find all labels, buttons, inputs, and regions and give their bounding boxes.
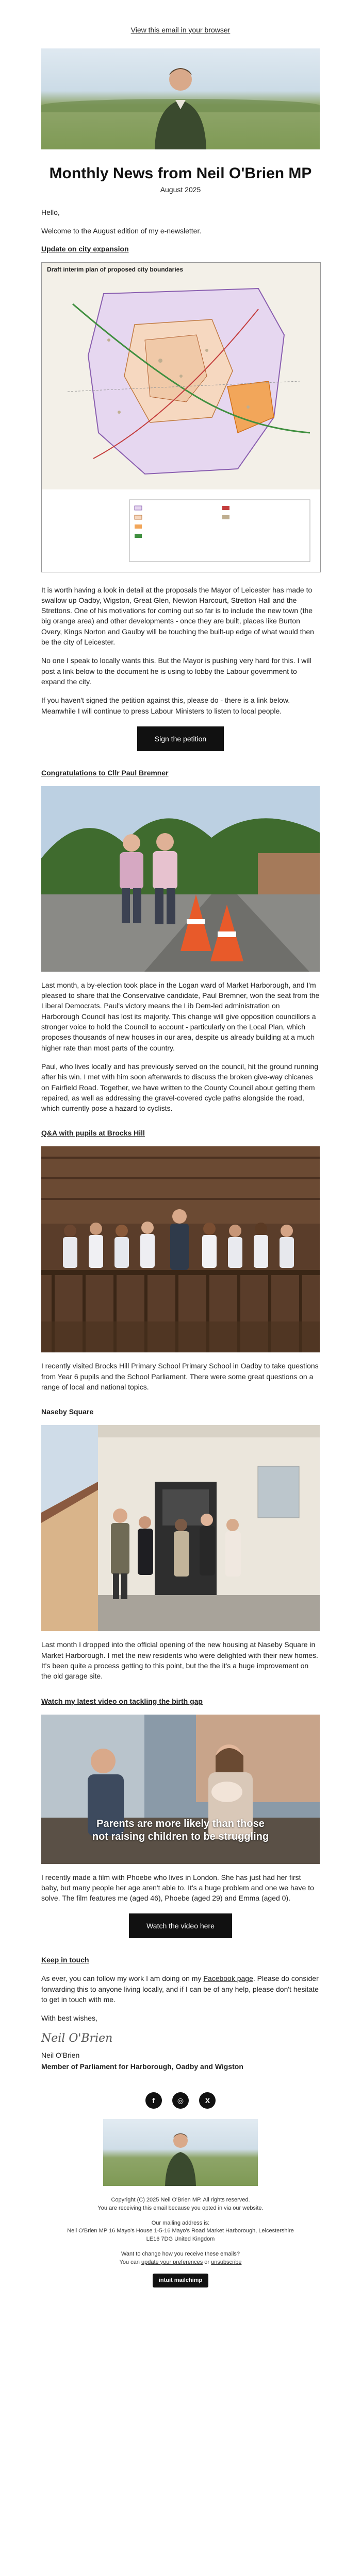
browser-link-row [0,0,361,34]
footer-reason: You are receiving this email because you opted in via our website. [97,2205,264,2211]
footer-address: Neil O'Brien MP 16 Mayo's House 1-5-16 Mayo's Road Market Harborough, Leicestershire LE16 7DG United Kingdom [67,2228,294,2242]
mp-name: Neil O'Brien [41,2050,80,2059]
view-in-browser-link[interactable]: View this email in your browser [130,26,231,34]
newsletter-title: Monthly News from Neil O'Brien MP [49,165,312,182]
footer-preferences-row: You can update your preferences or unsubscribe [119,2259,242,2265]
bremner-paragraph-2: Paul, who lives locally and has previously served on the council, hit the ground running after his win. I met with him soon afterwards to discuss the broken give-way chicanes on Fairfield Road. Together, we have written to the County Council about getting them repaired, as well as addressing the gravel-covered cycle paths alongside the road, which currently pose a hazard to cyclists. [41,1062,318,1113]
bremner-paragraph-1: Last month, a by-election took place in the Logan ward of Market Harborough, and I'm pleased to share that the Conservative candidate, Paul Bremner, won the seat from the Liberal Democrats. Paul's victory means the Lib Dem-led administration on Harborough Council has lost its majority. This change will give opposition councillors a stronger voice to hold the Council to account - particularly on the Local Plan, which proposes thousands of new houses in our area, despite us already building at a much higher rate than most parts of the country. [41,980,320,1052]
watch-video-button[interactable]: Watch the video here [129,1913,232,1938]
naseby-heading: Naseby Square [41,1408,94,1416]
footer-photo [103,2119,258,2186]
mp-role: Member of Parliament for Harborough, Oadby and Wigston [41,2062,243,2071]
facebook-page-link[interactable]: Facebook page [203,1974,253,1983]
city-paragraph-3: If you haven't signed the petition against this, please do - there is a link below. Meanwhile I will continue to press Labour Ministers to listen to local people. [41,696,290,715]
video-heading: Watch my latest video on tackling the birth gap [41,1697,203,1705]
keep-in-touch-heading: Keep in touch [41,1956,89,1964]
brocks-hill-paragraph: I recently visited Brocks Hill Primary School Primary School in Oadby to take questions from Year 6 pupils and the School Parliament. There were some great questions on a range of local and national topics. [41,1362,319,1392]
boundary-map-graphic [42,263,320,572]
newsletter-date: August 2025 [160,185,201,194]
naseby-paragraph: Last month I dropped into the official opening of the new housing at Naseby Square in Market Harborough. I met the new residents who were delighted with their new homes. It's been quite a process getting to this point, but the the it's a huge improvement on the old garage site. [41,1640,318,1681]
facebook-icon[interactable]: f [145,2092,162,2109]
city-expansion-heading: Update on city expansion [41,244,129,253]
naseby-photo [41,1425,320,1631]
mailchimp-badge[interactable]: intuit mailchimp [153,2274,208,2287]
city-paragraph-2: No one I speak to locally wants this. But the Mayor is pushing very hard for this. I will post a link below to the document he is using to lobby the Labour government to expand the city. [41,656,311,686]
footer-copyright: Copyright (C) 2025 Neil O'Brien MP. All rights reserved. [111,2197,250,2204]
brocks-hill-heading: Q&A with pupils at Brocks Hill [41,1129,145,1138]
mp-portrait-figure [150,60,211,149]
sign-petition-button[interactable]: Sign the petition [137,726,224,751]
footer-address-label: Our mailing address is: [151,2219,210,2226]
boundary-map [41,262,321,572]
x-icon[interactable]: X [199,2092,216,2109]
signoff: With best wishes, [41,2014,97,2023]
keep-in-touch-paragraph: As ever, you can follow my work I am doing on my Facebook page. Please do consider forwarding this to anyone living locally, and if I can be of any help, please don't hesitate to get in touch with me. [41,1974,319,2004]
video-button-row [41,1913,320,1938]
unsubscribe-link[interactable]: unsubscribe [211,2259,242,2265]
video-thumbnail[interactable] [41,1715,320,1864]
bremner-heading: Congratulations to Cllr Paul Bremner [41,768,169,777]
video-caption-line-1: Parents are more likely than those [96,1818,265,1829]
petition-button-row [41,726,320,751]
city-paragraph-1: It is worth having a look in detail at the proposals the Mayor of Leicester has made to swallow up Oadby, Wigston, Great Glen, Newton Harcourt, Stretton Hall and the Strettons. One of his motivations for coming out so far is to include the new town (the big orange area) and other developments - once they are built, places like Burton Overy, Kings Norton and Gaulby will be touching the built-up edge of what would then be the city of Leicester. [41,585,314,647]
video-caption-overlay [41,1818,320,1843]
hero-photo [41,48,320,149]
greeting: Hello, [41,208,60,216]
map-title: Draft interim plan of proposed city boundaries [47,265,184,273]
video-paragraph: I recently made a film with Phoebe who lives in London. She has just had her first baby, but many people her age aren't able to. It's a huge problem and one we have to solve. The film features me (aged 46), Phoebe (aged 29) and Emma (aged 0). [41,1873,314,1903]
update-preferences-link[interactable]: update your preferences [141,2259,203,2265]
instagram-icon[interactable]: ◎ [172,2092,189,2109]
footer [0,2196,361,2287]
intro-text: Welcome to the August edition of my e-newsletter. [41,227,202,235]
footer-change-question: Want to change how you receive these emails? [121,2251,240,2258]
video-caption-line-2: not raising children to be struggling [92,1831,269,1842]
bremner-photo [41,786,320,972]
brocks-hill-photo [41,1146,320,1352]
signature: Neil O'Brien [41,2031,113,2045]
social-links [41,2092,320,2109]
